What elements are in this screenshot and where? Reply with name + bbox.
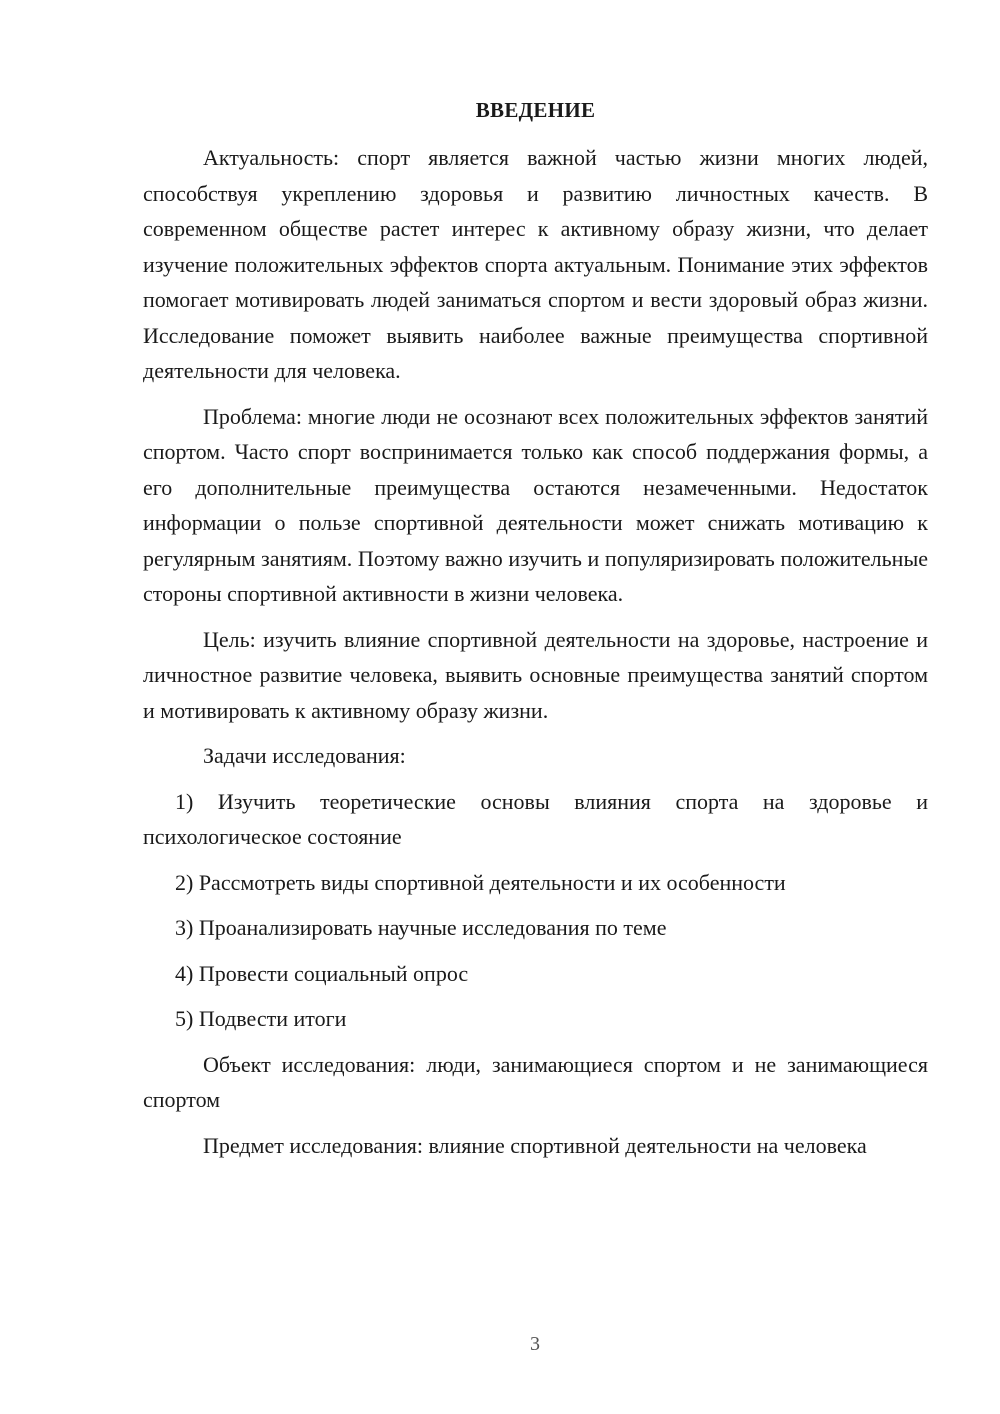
section-heading: ВВЕДЕНИЕ	[475, 98, 596, 122]
object-paragraph: Объект исследования: люди, занимающиеся спортом и не занимающиеся спортом	[143, 1051, 928, 1112]
page-content	[143, 94, 928, 1173]
tasks-title: Задачи исследования:	[203, 743, 406, 768]
task-item-1: 1) Изучить теоретические основы влияния спорта на здоровье и психологическое состояние	[143, 788, 928, 849]
problem-paragraph: Проблема: многие люди не осознают всех положительных эффектов занятий спортом. Часто спорт воспринимается только как способ поддержания формы, а его дополнительные преимущества остаются незамеченными. Недостаток информации о пользе спортивной деятельности может снижать мотивацию к регулярным занятиям. Поэтому важно изучить и популяризировать положительные стороны спортивной активности в жизни человека.	[143, 403, 928, 606]
task-item-5: 5) Подвести итоги	[175, 1006, 347, 1031]
task-item-4: 4) Провести социальный опрос	[175, 960, 469, 986]
subject-paragraph: Предмет исследования: влияние спортивной деятельности на человека	[203, 1132, 867, 1158]
goal-paragraph: Цель: изучить влияние спортивной деятельности на здоровье, настроение и личностное развитие человека, выявить основные преимущества занятий спортом и мотивировать к активному образу жизни.	[143, 626, 928, 723]
task-item-3: 3) Проанализировать научные исследования по теме	[175, 915, 667, 940]
page-number: 3	[530, 1333, 540, 1355]
relevance-paragraph: Актуальность: спорт является важной частью жизни многих людей, способствуя укреплению здоровья и развитию личностных качеств. В современном обществе растет интерес к активному образу жизни, что делает изучение положительных эффектов спорта актуальным. Понимание этих эффектов помогает мотивировать людей заниматься спортом и вести здоровый образ жизни. Исследование поможет выявить наиболее важные преимущества спортивной деятельности для человека.	[143, 145, 928, 383]
task-item-2: 2) Рассмотреть виды спортивной деятельности и их особенности	[175, 869, 786, 895]
